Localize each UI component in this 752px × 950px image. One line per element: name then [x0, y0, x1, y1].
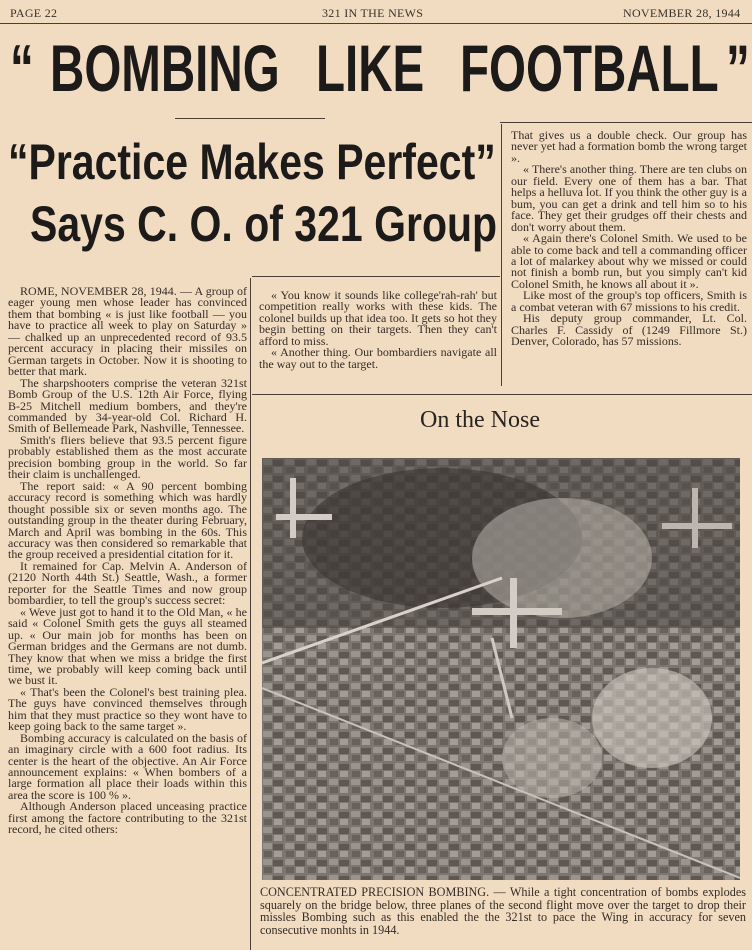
paragraph: Bombing accuracy is calculated on the basis of an imaginary circle with a 600 foot radius. Its center is the heart of the objective. An Air Force announcement explains: « When bombers of a large formation all place their loads within this area the score is 100 % ». — [8, 730, 247, 802]
col3-top-rule — [500, 122, 752, 123]
paragraph: « Weve just got to hand it to the Old Man, « he said « Colonel Smith gets the guys all steamed up. « Our main job for months has been on German bridges and the Germans are not dumb. They know that when we miss a bridge the first time, we probably will keep coming back until we bust it. — [8, 604, 247, 688]
paragraph: « Again there's Colonel Smith. We used to be able to come back and tell a commanding officer a lot of malarkey about why we missed or could not finish a bomb run, but you simply can't kid Colonel Smith, he knows all about it ». — [511, 231, 747, 291]
headline-close-quote: ” — [726, 31, 750, 105]
article-column-1 — [8, 286, 247, 836]
subheadline-line-2: Says C. O. of 321 Group — [30, 196, 498, 252]
paragraph: It remained for Cap. Melvin A. Anderson of (2120 North 44th St.) Seattle, Wash., a former reporter for the Seattle Times and now group bombardier, to tell the group's success secret: — [8, 558, 247, 608]
aerial-bombing-photo — [262, 458, 740, 880]
paragraph: « Another thing. Our bombardiers navigate all the way out to the target. — [259, 345, 497, 371]
paragraph: That gives us a double check. Our group has never yet had a formation bomb the wrong target ». — [511, 128, 747, 165]
paper-name: 321 IN THE NEWS — [322, 6, 424, 20]
article-column-2 — [259, 290, 497, 370]
paragraph: His deputy group commander, Lt. Col. Charles F. Cassidy of (1249 Fillmore St.) Denver, Colorado, has 57 missions. — [511, 311, 747, 349]
headline-word-2: LIKE — [316, 31, 425, 105]
issue-date: NOVEMBER 28, 1944 — [623, 6, 741, 20]
paragraph: « That's been the Colonel's best training plea. The guys have convinced themselves through him that they must practice so they wont have to keep going back to the same target ». — [8, 684, 247, 734]
paragraph: Like most of the group's top officers, Smith is a combat veteran with 67 missions to his credit. — [511, 288, 747, 314]
page-number: PAGE 22 — [10, 6, 58, 20]
header-rule — [0, 23, 752, 24]
article-column-3 — [511, 130, 747, 348]
main-headline — [0, 30, 752, 110]
photo-title: On the Nose — [420, 407, 540, 433]
paragraph: « You know it sounds like college'rah-rah' but competition really works with these kids. The colonel builds up that idea too. It gets so hot they begin betting on their targets. Then they can't afford to miss. — [259, 288, 497, 348]
paragraph: Although Anderson placed unceasing practice first among the factore contributing to the 321st record, he cited others: — [8, 799, 247, 837]
headline-word-3: FOOTBALL — [460, 31, 719, 105]
paragraph: « There's another thing. There are ten clubs on our field. Every one of them has a bar. That helps a helluva lot. If you think the other guy is a bum, you can get a drink and tell him so to his face. They get their grudges off their chests and don't worry about them. — [511, 162, 747, 234]
subheadline-line-1: “Practice Makes Perfect” — [8, 134, 496, 190]
col2-top-rule — [252, 276, 500, 277]
headline-rule — [175, 118, 325, 119]
paragraph: ROME, NOVEMBER 28, 1944. — A group of eager young men whose leader has convinced them that bombing « is just like football — you have to practice all week to play on Saturday » — chalked up an unprecedented record of 93.5 percent accuracy in placing their missiles on German targets in October. Now it is shooting to better that mark. — [8, 284, 247, 379]
column-divider — [501, 124, 502, 386]
photo-caption: CONCENTRATED PRECISION BOMBING. — While a tight concentration of bombs explodes squarely on the bridge below, three planes of the second flight move over the target to drop their missles Bombing such as this enabled the the 321st to pace the Wing in accuracy for seven consecutive monhts in 1944. — [260, 885, 746, 937]
headline-open-quote: “ — [10, 31, 34, 105]
headline-word-1: BOMBING — [50, 31, 280, 105]
paragraph: The report said: « A 90 percent bombing accuracy record is something which was hardly thought possible six or seven months ago. The outstanding group in the theater during February, March and April was bombing in the 60s. This accuracy was then considered so remarkable that the group received a presidential citation for it. — [8, 478, 247, 562]
paragraph: The sharpshooters comprise the veteran 321st Bomb Group of the U.S. 12th Air Force, flying B-25 Mitchell medium bombers, and they're commanded by 34-year-old Col. Richard H. Smith of Bellemeade Park, Nashville, Tennessee. — [8, 375, 247, 436]
photo-section-rule — [252, 394, 752, 395]
column-divider — [250, 278, 251, 950]
paragraph: Smith's fliers believe that 93.5 percent figure probably established them as the most accurate precision bombing group in the world. So far their claim is unchallenged. — [8, 432, 247, 482]
photo-image — [262, 458, 740, 880]
